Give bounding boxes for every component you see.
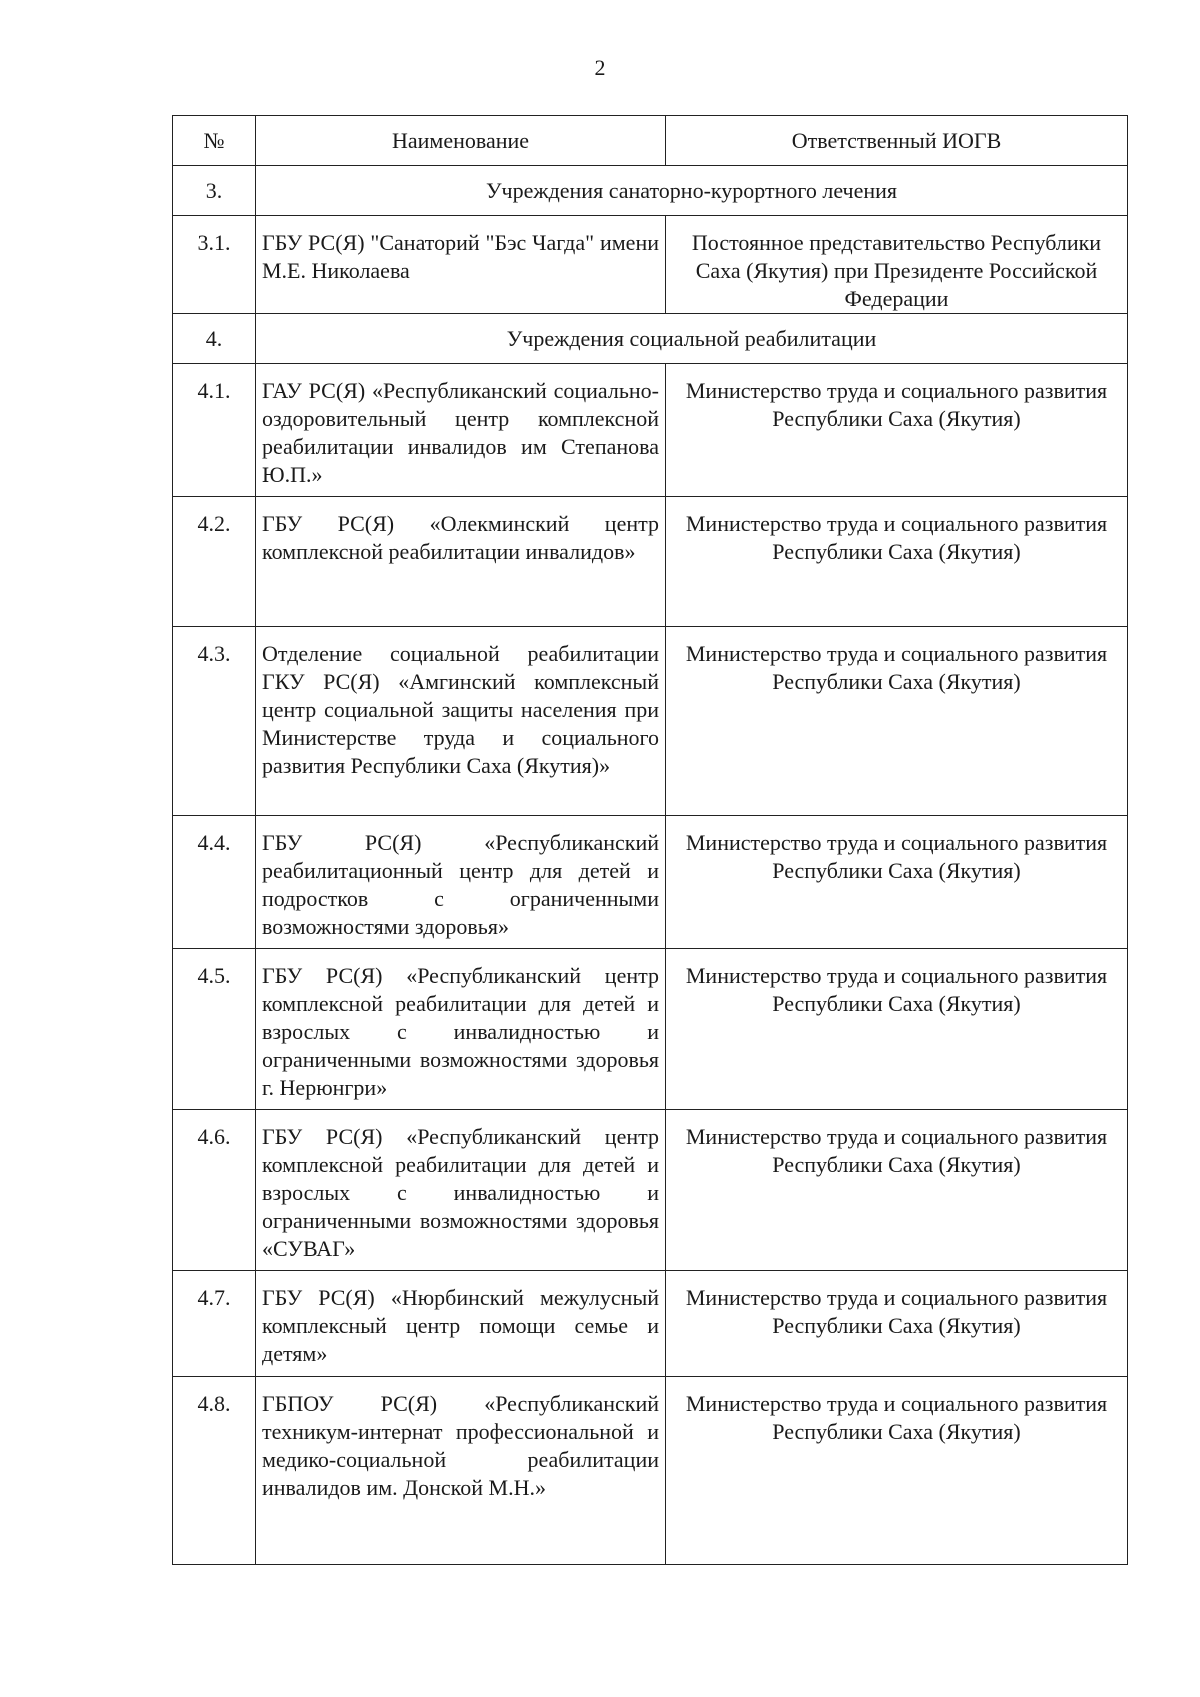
row-number: 4.2. <box>173 497 256 627</box>
row-number: 4.5. <box>173 949 256 1110</box>
institution-name: ГБУ РС(Я) «Республиканский реабилитационный центр для детей и подростков с ограниченными возможностями здоровья» <box>256 816 666 949</box>
table-row <box>173 1110 1128 1271</box>
responsible-body: Министерство труда и социального развития Республики Саха (Якутия) <box>666 949 1128 1110</box>
page-number: 2 <box>594 55 606 80</box>
institution-name: ГБУ РС(Я) «Республиканский центр комплексной реабилитации для детей и взрослых с инвалидностью и ограниченными возможностями здоровья «СУВАГ» <box>256 1110 666 1271</box>
institution-name: ГБУ РС(Я) "Санаторий "Бэс Чагда" имени М.Е. Николаева <box>256 216 666 314</box>
row-number: 4.6. <box>173 1110 256 1271</box>
responsible-body: Министерство труда и социального развития Республики Саха (Якутия) <box>666 816 1128 949</box>
table-row <box>173 497 1128 627</box>
row-number: 4.4. <box>173 816 256 949</box>
row-number: 4.7. <box>173 1271 256 1377</box>
institution-name: ГБУ РС(Я) «Республиканский центр комплексной реабилитации для детей и взрослых с инвалидностью и ограниченными возможностями здоровья г. Нерюнгри» <box>256 949 666 1110</box>
institution-name: ГАУ РС(Я) «Республиканский социально-оздоровительный центр комплексной реабилитации инвалидов им Степанова Ю.П.» <box>256 364 666 497</box>
header-num: № <box>173 116 256 166</box>
row-number: 4.3. <box>173 627 256 816</box>
table-row <box>173 216 1128 314</box>
header-responsible: Ответственный ИОГВ <box>666 116 1128 166</box>
responsible-body: Министерство труда и социального развития Республики Саха (Якутия) <box>666 1271 1128 1377</box>
section-number: 3. <box>173 166 256 216</box>
section-number: 4. <box>173 314 256 364</box>
row-number: 3.1. <box>173 216 256 314</box>
table-header-row <box>173 116 1128 166</box>
responsible-body: Министерство труда и социального развития Республики Саха (Якутия) <box>666 1377 1128 1565</box>
institution-name: ГБУ РС(Я) «Нюрбинский межулусный комплексный центр помощи семье и детям» <box>256 1271 666 1377</box>
responsible-body: Министерство труда и социального развития Республики Саха (Якутия) <box>666 364 1128 497</box>
section-title: Учреждения социальной реабилитации <box>256 314 1128 364</box>
institution-name: ГБУ РС(Я) «Олекминский центр комплексной реабилитации инвалидов» <box>256 497 666 627</box>
institutions-table <box>172 115 1128 1565</box>
table-row <box>173 1271 1128 1377</box>
section-row <box>173 166 1128 216</box>
table-row <box>173 949 1128 1110</box>
section-row <box>173 314 1128 364</box>
responsible-body: Министерство труда и социального развития Республики Саха (Якутия) <box>666 497 1128 627</box>
row-number: 4.1. <box>173 364 256 497</box>
table-row <box>173 1377 1128 1565</box>
responsible-body: Постоянное представительство Республики Саха (Якутия) при Президенте Российской Федерации <box>666 216 1128 314</box>
responsible-body: Министерство труда и социального развития Республики Саха (Якутия) <box>666 627 1128 816</box>
institution-name: ГБПОУ РС(Я) «Республиканский техникум-интернат профессиональной и медико-социальной реабилитации инвалидов им. Донской М.Н.» <box>256 1377 666 1565</box>
section-title: Учреждения санаторно-курортного лечения <box>256 166 1128 216</box>
row-number: 4.8. <box>173 1377 256 1565</box>
institution-name: Отделение социальной реабилитации ГКУ РС(Я) «Амгинский комплексный центр социальной защиты населения при Министерстве труда и социального развития Республики Саха (Якутия)» <box>256 627 666 816</box>
table-row <box>173 627 1128 816</box>
table-row <box>173 816 1128 949</box>
responsible-body: Министерство труда и социального развития Республики Саха (Якутия) <box>666 1110 1128 1271</box>
header-name: Наименование <box>256 116 666 166</box>
table-row <box>173 364 1128 497</box>
